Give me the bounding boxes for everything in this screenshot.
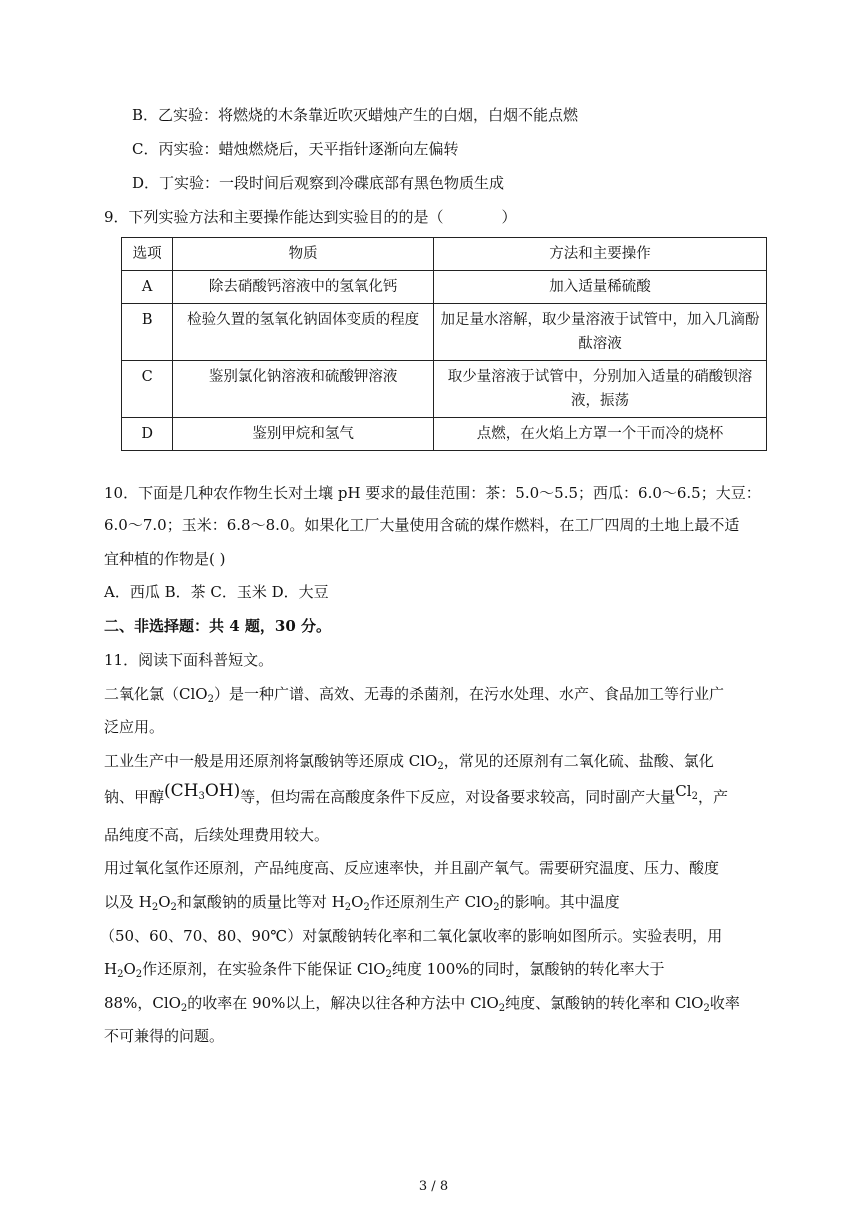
q8-option-d: D．丁实验：一段时间后观察到冷碟底部有黑色物质生成 [132,174,505,192]
row-method: 加足量水溶解，取少量溶液于试管中，加入几滴酚酞溶液 [433,304,766,361]
row-substance: 检验久置的氢氧化钠固体变质的程度 [173,304,434,361]
section-heading: 二、非选择题：共 4 题，30 分。 [104,617,331,635]
q11-paragraph-3-line-1: 用过氧化氢作还原剂，产品纯度高、反应速率快，并且副产氧气。需要研究温度、压力、酸度 [104,859,720,877]
q11-paragraph-2-line-3: 品纯度不高，后续处理费用较大。 [104,826,330,844]
q11-paragraph-3-line-6: 不可兼得的问题。 [104,1027,225,1045]
q11-paragraph-3-line-5: 88%，ClO$_2$的收率在 90%以上，解决以往各种方法中 ClO$_2$纯度、氯酸钠的转化率和 ClO$_2$收率 [104,994,740,1014]
row-substance: 鉴别氯化钠溶液和硫酸钾溶液 [173,361,434,418]
header-method: 方法和主要操作 [433,238,766,271]
q8-option-b: B．乙实验：将燃烧的木条靠近吹灭蜡烛产生的白烟，白烟不能点燃 [132,106,579,124]
row-option: B [122,304,173,361]
chlorine-formula: $Cl_2$ [675,782,698,802]
row-method: 取少量溶液于试管中，分别加入适量的硝酸钡溶液，振荡 [433,361,766,418]
q10-line-3: 宜种植的作物是( ) [104,550,226,568]
row-option: A [122,271,173,304]
q10-options: A．西瓜 B．茶 C．玉米 D．大豆 [104,583,329,601]
q11-paragraph-3-line-3: （50、60、70、80、90℃）对氯酸钠转化率和二氧化氯收率的影响如图所示。实验表明，用 [100,927,723,945]
row-method: 点燃，在火焰上方罩一个干而冷的烧杯 [433,418,766,451]
page-number: 3 / 8 [418,1179,449,1194]
q11-paragraph-1-line-2: 泛应用。 [104,718,165,736]
row-substance: 鉴别甲烷和氢气 [173,418,434,451]
header-option: 选项 [122,238,173,271]
table-row [122,361,767,418]
header-substance: 物质 [173,238,434,271]
row-option: C [122,361,173,418]
row-substance: 除去硝酸钙溶液中的氢氧化钙 [173,271,434,304]
table-row [122,304,767,361]
q11-intro: 11．阅读下面科普短文。 [104,651,274,669]
table-header-row [122,238,767,271]
q11-paragraph-3-line-2: 以及 $H_2O_2$和氯酸钠的质量比等对 $H_2O_2$作还原剂生产 ClO$_2$的影响。其中温度 [104,893,620,913]
q11-paragraph-2-line-2: 钠、甲醇$(CH_3OH)$等，但均需在高酸度条件下反应，对设备要求较高，同时副产大量$Cl_2$，产 [104,781,728,806]
q10-line-2: 6.0～7.0；玉米：6.8～8.0。如果化工厂大量使用含硫的煤作燃料，在工厂四周的土地上最不适 [104,516,740,534]
table-row [122,271,767,304]
row-method: 加入适量稀硫酸 [433,271,766,304]
q11-paragraph-1-line-1: 二氧化氯（ClO$_2$）是一种广谱、高效、无毒的杀菌剂，在污水处理、水产、食品加工等行业广 [104,685,724,705]
q11-paragraph-2-line-1: 工业生产中一般是用还原剂将氯酸钠等还原成 ClO$_2$，常见的还原剂有二氧化硫、盐酸、氯化 [104,752,714,772]
table-row [122,418,767,451]
methanol-formula: $(CH_3OH)$ [164,781,241,802]
q8-option-c: C．丙实验：蜡烛燃烧后，天平指针逐渐向左偏转 [132,140,459,158]
row-option: D [122,418,173,451]
q10-line-1: 10．下面是几种农作物生长对土壤 pH 要求的最佳范围：茶：5.0～5.5；西瓜：6.0～6.5；大豆： [104,484,761,502]
q9-stem: 9．下列实验方法和主要操作能达到实验目的的是（ ） [104,208,517,226]
q11-paragraph-3-line-4: $H_2O_2$作还原剂，在实验条件下能保证 ClO$_2$纯度 100%的同时，氯酸钠的转化率大于 [104,960,665,980]
q9-table [121,237,767,451]
